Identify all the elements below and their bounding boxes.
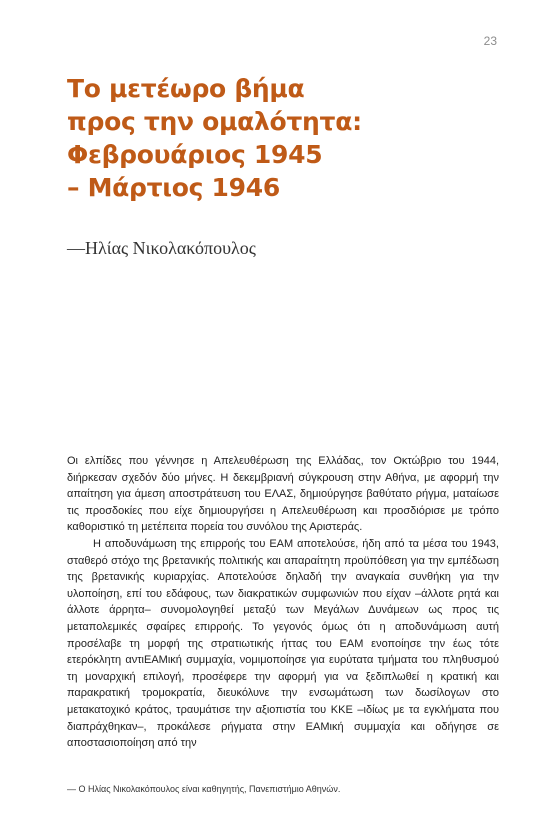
page-number: 23 (483, 34, 497, 48)
chapter-title-line: Το μετέωρο βήμα (67, 74, 305, 103)
footnote: — Ο Ηλίας Νικολακόπουλος είναι καθηγητής, Πανεπιστήμιο Αθηνών. (67, 784, 341, 794)
author-byline: —Ηλίας Νικολακόπουλος (67, 238, 256, 258)
chapter-title (67, 72, 497, 204)
paragraph: Η αποδυνάμωση της επιρροής του ΕΑΜ αποτελούσε, ήδη από τα μέσα του 1943, σταθερό στόχο της βρετανικής πολιτικής και απαραίτητη προϋπόθεση για την εμπέδωση της βρετανικής κυριαρχίας. Αποτελούσε δηλαδή την αναγκαία συνθήκη για την υλοποίηση, επί του εδάφους, των διακρατικών συμφωνιών που είχαν –άλλοτε ρητά και άλλοτε άρρητα– συνομολογηθεί μεταξύ των Μεγάλων Δυνάμεων ως προς τις μεταπολεμικές σφαίρες επιρροής. Το γεγονός όμως ότι η αποδυνάμωση αυτή προσέλαβε τη μορφή της στρατιωτικής ήττας του ΕΑΜ ενοποίησε την έως τότε ετερόκλητη αντιΕΑΜική συμμαχία, νομιμοποίησε για ευρύτατα τμήματα του πληθυσμού τη μοναρχική επιλογή, προσέφερε την αφορμή για να ξεδιπλωθεί η κρατική και παρακρατική τρομοκρατία, διευκόλυνε την ενσωμάτωση των δωσίλογων στο μετακατοχικό κράτος, τραυμάτισε την αξιοπιστία του ΚΚΕ –ιδίως με τα εγκλήματα που διαπράχθηκαν–, προκάλεσε ρήγματα στην ΕΑΜική συμμαχία και οδήγησε σε αποστασιοποίηση από την (67, 537, 499, 750)
body-text (67, 453, 499, 752)
chapter-title-line: – Μάρτιος 1946 (67, 173, 280, 202)
chapter-title-line: προς την ομαλότητα: (67, 107, 362, 136)
paragraph: Οι ελπίδες που γέννησε η Απελευθέρωση της Ελλάδας, τον Οκτώβριο του 1944, διήρκεσαν σχεδόν δύο μήνες. Η δεκεμβριανή σύγκρουση στην Αθήνα, με αφορμή την απαίτηση για άμεση αποστράτευση του ΕΛΑΣ, δημιούργησε βαθύτατο ρήγμα, ματαίωσε τις προσδοκίες που είχε δημιουργήσει η Απελευθέρωση και προσδιόρισε με τρόπο καθοριστικό τη μετέπειτα πορεία του συνόλου της Αριστεράς. (67, 455, 499, 534)
chapter-title-line: Φεβρουάριος 1945 (67, 140, 323, 169)
